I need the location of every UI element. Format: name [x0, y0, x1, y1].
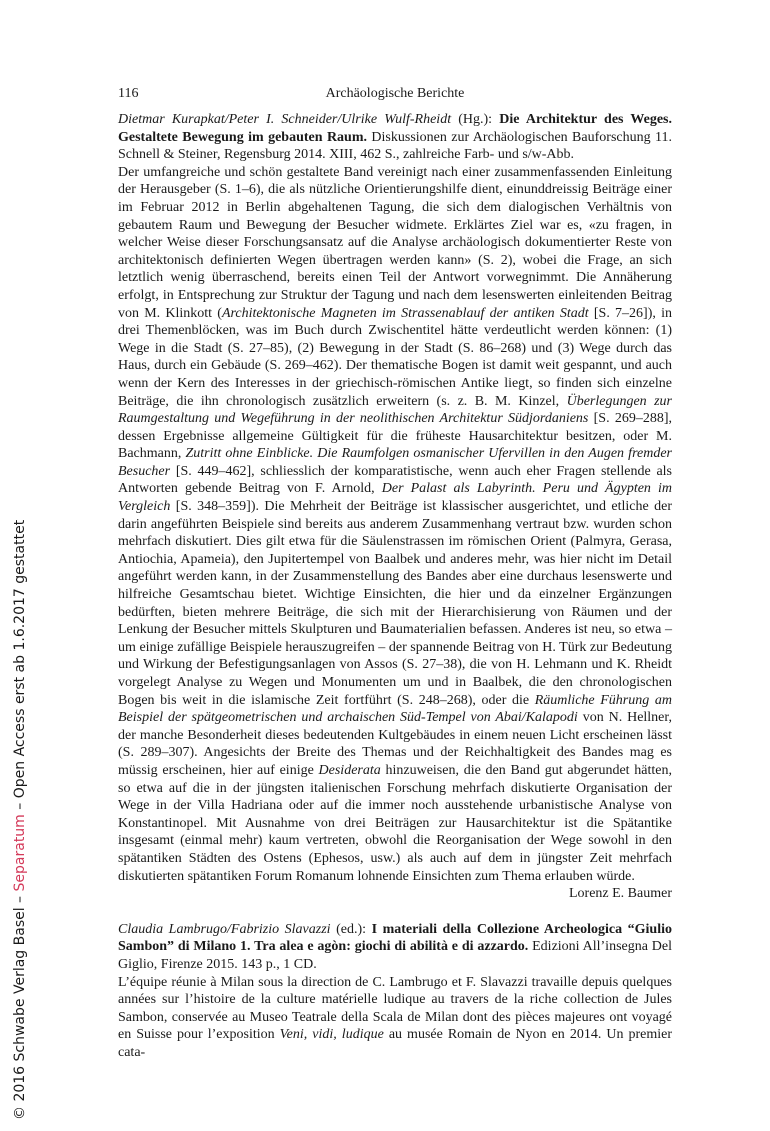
- review-editor-tag: (ed.):: [330, 921, 372, 937]
- review-authors: Dietmar Kurapkat/Peter I. Schneider/Ulrike Wulf-Rheidt: [118, 112, 452, 127]
- page-content: [118, 111, 672, 1061]
- cited-title: Räumliche Führung am Beispiel der spätgeometrischen und archaischen Süd-Tempel von Abai/Kalapodi: [118, 692, 672, 726]
- review-book-title: I materiali della Collezione Archeologica “Giulio Sambon” di Milano 1. Tra alea e agòn: giochi di abilità e di azzardo.: [118, 921, 672, 955]
- review-publication: Edizioni All’insegna Del Giglio, Firenze 2015. 143 p., 1 CD.: [118, 939, 673, 972]
- body-text-segment: [S. 269–288], dessen Ergebnisse allgemeine Gültigkeit für die früheste Hausarchitektur besitzen, oder M. Bachmann,: [118, 411, 672, 462]
- cited-title: Zutritt ohne Einblicke. Die Raumfolgen osmanischer Ufervillen in den Augen fremder Besucher: [118, 446, 672, 479]
- reviewer-name: Lorenz E. Baumer: [568, 886, 672, 902]
- review-kurapkat: [118, 111, 672, 903]
- section-spacer: [118, 903, 672, 921]
- cited-term: Desiderata: [318, 762, 381, 778]
- cited-title: Architektonische Magneten im Strassenablauf der antiken Stadt: [221, 305, 589, 321]
- body-text-segment: Der umfangreiche und schön gestaltete Band vereinigt nach einer zusammenfassenden Einleitung der Herausgeber (S. 1–6), die als nützliche Orientierungshilfe dient, einunddreissig Beiträge einer im Februar 2012 in Berlin abgehaltenen Tagung, die sich dem dialogischen Verhältnis von gebautem Raum und Bewegung der Besucher widmete. Erklärtes Ziel war es, «zu fragen, in welcher Weise dieser Forschungsansatz auf die Analyse archäologisch dokumentierter Reste von architektonisch definierten Wegen übertragen werden kann» (S. 2), wobei die Frage, an sich letztlich wenig überraschend, bereits einen Teil der Antwort vorwegnimmt. Die Annäherung erfolgt, in Entsprechung zur Struktur der Tagung und nach dem lesenswerten einleitenden Beitrag von M. Klinkott (: [118, 164, 672, 321]
- review-citation: [118, 111, 672, 164]
- cited-title: Überlegungen zur Raumgestaltung und Wegeführung in der neolithischen Architektur Südjordaniens: [118, 393, 672, 427]
- review-authors: Claudia Lambrugo/Fabrizio Slavazzi: [118, 921, 331, 937]
- review-book-title: Die Architektur des Weges. Gestaltete Bewegung im gebauten Raum.: [118, 112, 672, 145]
- review-citation: [118, 921, 672, 974]
- cited-title: Veni, vidi, ludique: [279, 1027, 384, 1043]
- review-lambrugo: [118, 921, 672, 1062]
- open-access-text: – Open Access erst ab 1.6.2017 gestattet: [12, 519, 28, 815]
- separatum-label: Separatum: [12, 814, 28, 892]
- review-body: [118, 164, 672, 885]
- page-number: 116: [118, 86, 139, 101]
- body-text-segment: hinzuweisen, die den Band gut abgerundet hätten, so etwa auf die in der jüngsten italienischen Forschung mehrfach diskutierte Organisation der Wege in der Villa Hadriana oder auf die immer noch ausstehende urbanistische Analyse von Konstantinopel. Mit Ausnahme von drei Beiträgen zur Hausarchitektur ist die Spätantike insgesamt (einmal mehr) kaum vertreten, obwohl die Reorganisation der Wege sowohl in den spätantiken Städten des Ostens (Ephesos, usw.) als auch auf dem in jüngster Zeit mehrfach diskutierten spätantiken Forum Romanum lohnende Einsichten zum Thema erlauben würde.: [118, 762, 672, 884]
- body-text-segment: L’équipe réunie à Milan sous la direction de C. Lambrugo et F. Slavazzi travaille depuis quelques années sur l’histoire de la culture matérielle ludique au travers de la riche collection de Jules Sambon, conservée au Museo Teatrale della Scala de Milan dont des pièces majeures ont voyagé en Suisse pour l’exposition: [118, 974, 672, 1043]
- body-text-segment: au musée Romain de Nyon en 2014. Un premier cata-: [118, 1027, 673, 1060]
- body-text-segment: [S. 7–26]), in drei Themenblöcken, was im Buch durch Zwischentitel hätte verdeutlicht werden können: (1) Wege in die Stadt (S. 27–85), (2) Bewegung in der Stadt (S. 86–268) und (3) Wege durch das Haus, durch ein Gebäude (S. 269–462). Der thematische Bogen ist damit weit gespannt, und auch wenn der Kern des Interesses in der griechisch-römischen Antike liegt, so finden sich einzelne Beiträge, die ihn chronologisch zusätzlich erweitern (s. z. B. M. Kinzel,: [118, 305, 672, 409]
- body-text-segment: [S. 449–462], schliesslich der komparatistische, wenn auch eher Fragen stellende als Antworten gebende Beitrag von F. Arnold,: [118, 463, 672, 497]
- review-body: [118, 974, 672, 1062]
- copyright-text: © 2016 Schwabe Verlag Basel –: [12, 891, 28, 1120]
- cited-title: Der Palast als Labyrinth. Peru und Ägypten im Vergleich: [118, 481, 672, 515]
- page-header: [118, 86, 672, 104]
- review-publication: Diskussionen zur Archäologischen Bauforschung 11. Schnell & Steiner, Regensburg 2014. XIII, 462 S., zahlreiche Farb- und s/w-Abb.: [118, 129, 672, 163]
- body-text-segment: [S. 348–359]). Die Mehrheit der Beiträge ist klassischer ausgerichtet, und etliche der darin angeführten Beispiele sind bereits aus anderem Zusammenhang vertraut bzw. wurden schon mehrfach diskutiert. Dies gilt etwa für die Säulenstrassen im römischen Orient (Palmyra, Gerasa, Antiochia, Apameia), den Jupitertempel von Baalbek und anderes mehr, was hier nicht im Detail angeführt werden kann, in der Zusammenstellung des Bandes aber eine durchaus lesenswerte und hilfreiche Gesamtschau bietet. Wichtige Einsichten, die hier und da einzelner Ergänzungen bedürften, bieten mehrere Beiträge, die sich mit der Hierarchisierung von Räumen und der Lenkung der Besucher mittels Skulpturen und Baumaterialien befassen. Anderes ist neu, so etwa – um einige zufällige Beispiele herauszugreifen – der spannende Beitrag von H. Türk zur Bedeutung und Wirkung der Befestigungsanlagen von Assos (S. 27–38), die von H. Lehmann und K. Rheidt vorgelegt Analyse zu Wegen und Monumenten um und in Baalbek, die den chronologischen Bogen bis weit in die islamische Zeit fortführt (S. 248–268), oder die: [118, 499, 672, 708]
- body-text-segment: von N. Hellner, der manche Besonderheit dieses bedeutenden Kultgebäudes in einem neuen Licht erscheinen lässt (S. 289–307). Angesichts der Breite des Themas und der Reichhaltigkeit des Bandes mag es müssig erscheinen, hier auf einige: [118, 710, 673, 778]
- running-title: Archäologische Berichte: [325, 86, 465, 101]
- review-editor-tag: (Hg.):: [451, 112, 500, 127]
- copyright-sidebar: [8, 0, 32, 1120]
